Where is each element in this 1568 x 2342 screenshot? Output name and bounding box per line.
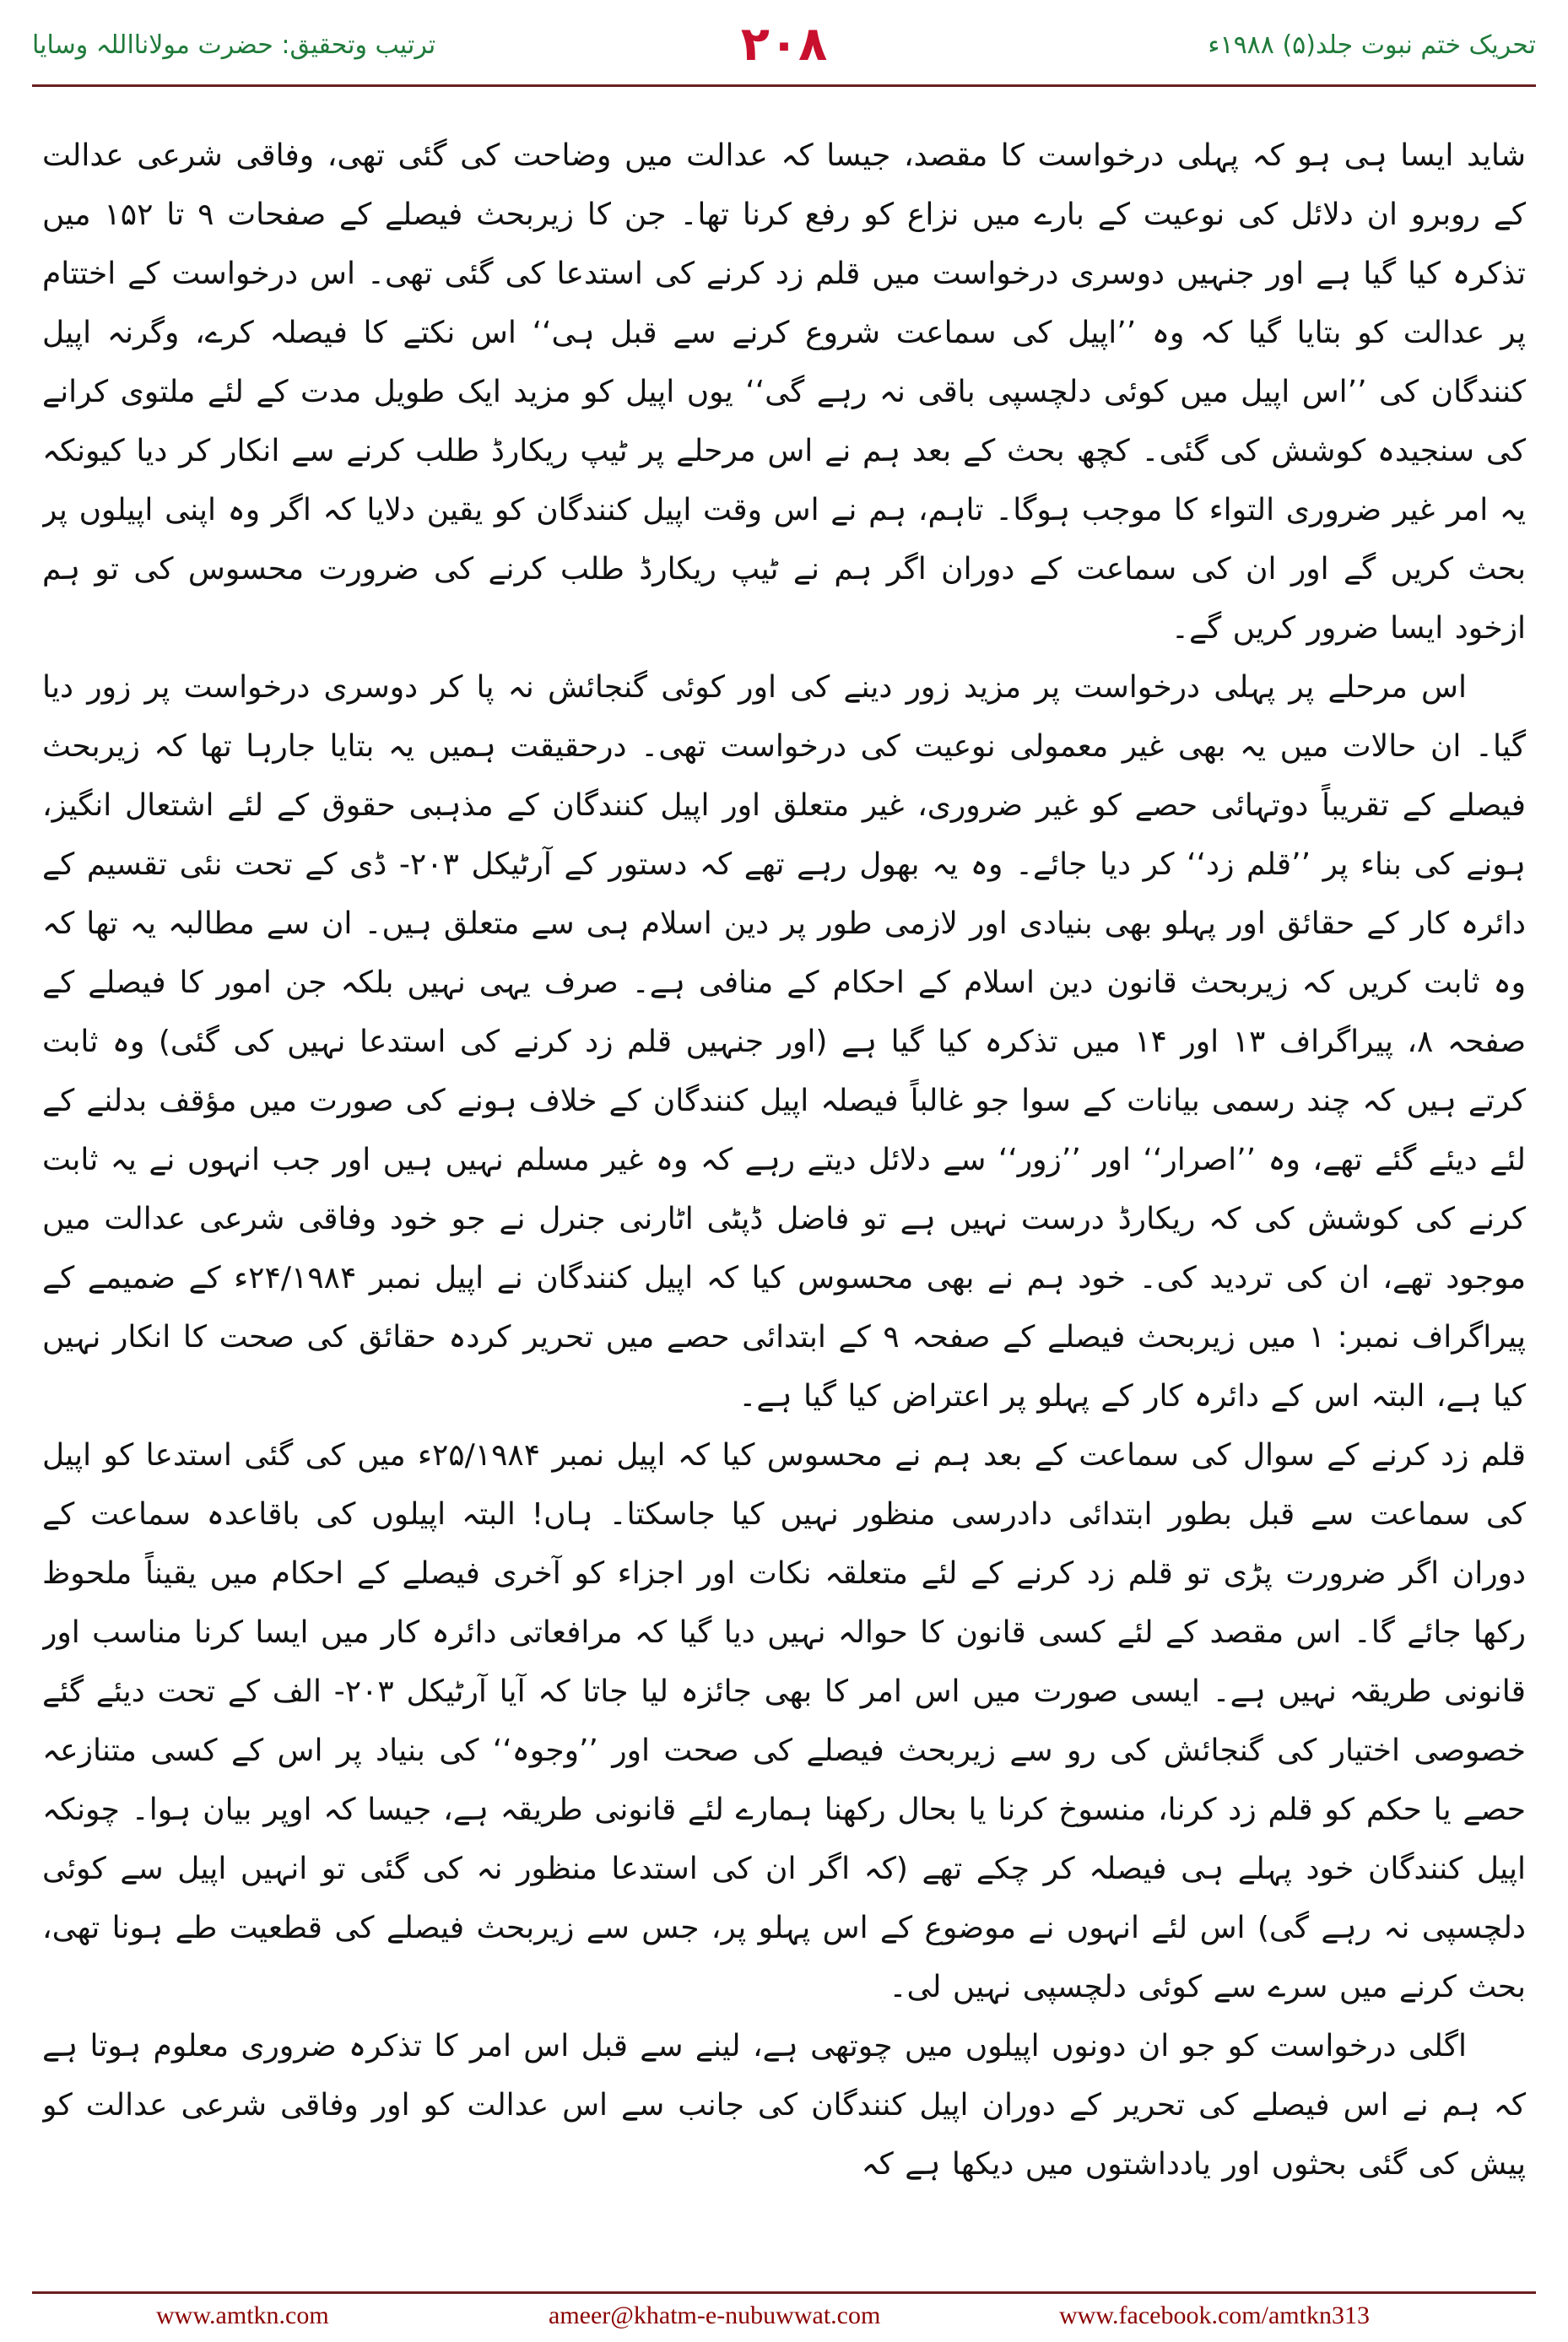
paragraph-2: اس مرحلے پر پہلی درخواست پر مزید زور دینے کی اور کوئی گنجائش نہ پا کر دوسری درخواست پر زور دیا گیا۔ ان حالات میں یہ بھی غیر معمولی نوعیت کی درخواست تھی۔ درحقیقت ہمیں یہ بتایا جارہا تھا کہ زیربحث فیصلے کے تقریباً دوتہائی حصے کو غیر ضروری، غیر متعلق اور اپیل کنندگان کے مذہبی حقوق کے لئے اشتعال انگیز، ہونے کی بناء پر ’’قلم زد‘‘ کر دیا جائے۔ وہ یہ بھول رہے تھے کہ دستور کے آرٹیکل ۲۰۳- ڈی کے تحت نئی تقسیم کے دائرہ کار کے حقائق اور پہلو بھی بنیادی اور لازمی طور پر دین اسلام ہی سے متعلق ہیں۔ ان سے مطالبہ یہ تھا کہ وہ ثابت کریں کہ زیربحث قانون دین اسلام کے احکام کے منافی ہے۔ صرف یہی نہیں بلکہ جن امور کا فیصلے کے صفحہ ۸، پیراگراف ۱۳ اور ۱۴ میں تذکرہ کیا گیا ہے (اور جنہیں قلم زد کرنے کی استدعا نہیں کی گئی) وہ ثابت کرتے ہیں کہ چند رسمی بیانات کے سوا جو غالباً فیصلہ اپیل کنندگان کے خلاف ہونے کی صورت میں مؤقف بدلنے کے لئے دیئے گئے تھے، وہ ’’اصرار‘‘ اور ’’زور‘‘ سے دلائل دیتے رہے کہ وہ غیر مسلم نہیں ہیں اور جب انہوں نے یہ ثابت کرنے کی کوشش کی کہ ریکارڈ درست نہیں ہے تو فاضل ڈپٹی اٹارنی جنرل نے جو خود وفاقی شرعی عدالت میں موجود تھے، ان کی تردید کی۔ خود ہم نے بھی محسوس کیا کہ اپیل کنندگان نے اپیل نمبر ۲۴/۱۹۸۴ء کے ضمیمے کے پیراگراف نمبر: ۱ میں زیربحث فیصلے کے صفحہ ۹ کے ابتدائی حصے میں تحریر کردہ حقائق کی صحت کا انکار نہیں کیا ہے، البتہ اس کے دائرہ کار کے پہلو پر اعتراض کیا گیا ہے۔	[42, 670, 1526, 1414]
page-footer	[0, 2291, 1568, 2342]
paragraph-3: قلم زد کرنے کے سوال کی سماعت کے بعد ہم نے محسوس کیا کہ اپیل نمبر ۲۵/۱۹۸۴ء میں کی گئی استدعا کو اپیل کی سماعت سے قبل بطور ابتدائی دادرسی منظور نہیں کیا جاسکتا۔ ہاں! البتہ اپیلوں کی باقاعدہ سماعت کے دوران اگر ضرورت پڑی تو قلم زد کرنے کے لئے متعلقہ نکات اور اجزاء کو آخری فیصلے کے احکام میں یقیناً ملحوظ رکھا جائے گا۔ اس مقصد کے لئے کسی قانون کا حوالہ نہیں دیا گیا کہ مرافعاتی دائرہ کار میں ایسا کرنا مناسب اور قانونی طریقہ نہیں ہے۔ ایسی صورت میں اس امر کا بھی جائزہ لیا جاتا کہ آیا آرٹیکل ۲۰۳- الف کے تحت دیئے گئے خصوصی اختیار کی گنجائش کی رو سے زیربحث فیصلے کی صحت اور ’’وجوہ‘‘ کی بنیاد پر اس کے کسی متنازعہ حصے یا حکم کو قلم زد کرنا، منسوخ کرنا یا بحال رکھنا ہمارے لئے قانونی طریقہ ہے، جیسا کہ اوپر بیان ہوا۔ چونکہ اپیل کنندگان خود پہلے ہی فیصلہ کر چکے تھے (کہ اگر ان کی استدعا منظور نہ کی گئی تو انہیں اپیل سے کوئی دلچسپی نہ رہے گی) اس لئے انہوں نے موضوع کے اس پہلو پر، جس سے زیربحث فیصلے کی قطعیت طے ہونا تھی، بحث کرنے میں سرے سے کوئی دلچسپی نہیں لی۔	[42, 1438, 1526, 2004]
page-number: ۲۰۸	[740, 17, 828, 72]
header-divider	[32, 84, 1536, 87]
footer-divider	[32, 2291, 1536, 2294]
paragraph-4: اگلی درخواست کو جو ان دونوں اپیلوں میں چوتھی ہے، لینے سے قبل اس امر کا تذکرہ ضروری معلوم ہوتا ہے کہ ہم نے اس فیصلے کی تحریر کے دوران اپیل کنندگان کی جانب سے اس عدالت کو اور وفاقی شرعی عدالت کو پیش کی گئی بحثوں اور یادداشتوں میں دیکھا ہے کہ	[42, 2029, 1526, 2182]
page-body	[42, 127, 1526, 2270]
website-link[interactable]: www.amtkn.com	[156, 2301, 329, 2329]
compiler-credit: ترتیب وتحقیق: حضرت مولانااللہ وسایا	[32, 30, 436, 60]
email-link[interactable]: ameer@khatm-e-nubuwwat.com	[549, 2301, 881, 2329]
facebook-link[interactable]: www.facebook.com/amtkn313	[1059, 2301, 1370, 2329]
book-title: تحریک ختم نبوت جلد(۵) ۱۹۸۸ء	[1208, 30, 1536, 60]
page-header	[0, 0, 1568, 93]
paragraph-1: شاید ایسا ہی ہو کہ پہلی درخواست کا مقصد، جیسا کہ عدالت میں وضاحت کی گئی تھی، وفاقی شرعی عدالت کے روبرو ان دلائل کی نوعیت کے بارے میں نزاع کو رفع کرنا تھا۔ جن کا زیربحث فیصلے کے صفحات ۹ تا ۱۵۲ میں تذکرہ کیا گیا ہے اور جنہیں دوسری درخواست میں قلم زد کرنے کی استدعا کی گئی تھی۔ اس درخواست کے اختتام پر عدالت کو بتایا گیا کہ وہ ’’اپیل کی سماعت شروع کرنے سے قبل ہی‘‘ اس نکتے کا فیصلہ کرے، وگرنہ اپیل کنندگان کی ’’اس اپیل میں کوئی دلچسپی باقی نہ رہے گی‘‘ یوں اپیل کو مزید ایک طویل مدت کے لئے ملتوی کرانے کی سنجیدہ کوشش کی گئی۔ کچھ بحث کے بعد ہم نے اس مرحلے پر ٹیپ ریکارڈ طلب کرنے سے انکار کر دیا کیونکہ یہ امر غیر ضروری التواء کا موجب ہوگا۔ تاہم، ہم نے اس وقت اپیل کنندگان کو یقین دلایا کہ اگر وہ اپنی اپیلوں پر بحث کریں گے اور ان کی سماعت کے دوران اگر ہم نے ٹیپ ریکارڈ طلب کرنے کی ضرورت محسوس کی تو ہم ازخود ایسا ضرور کریں گے۔	[42, 138, 1526, 646]
